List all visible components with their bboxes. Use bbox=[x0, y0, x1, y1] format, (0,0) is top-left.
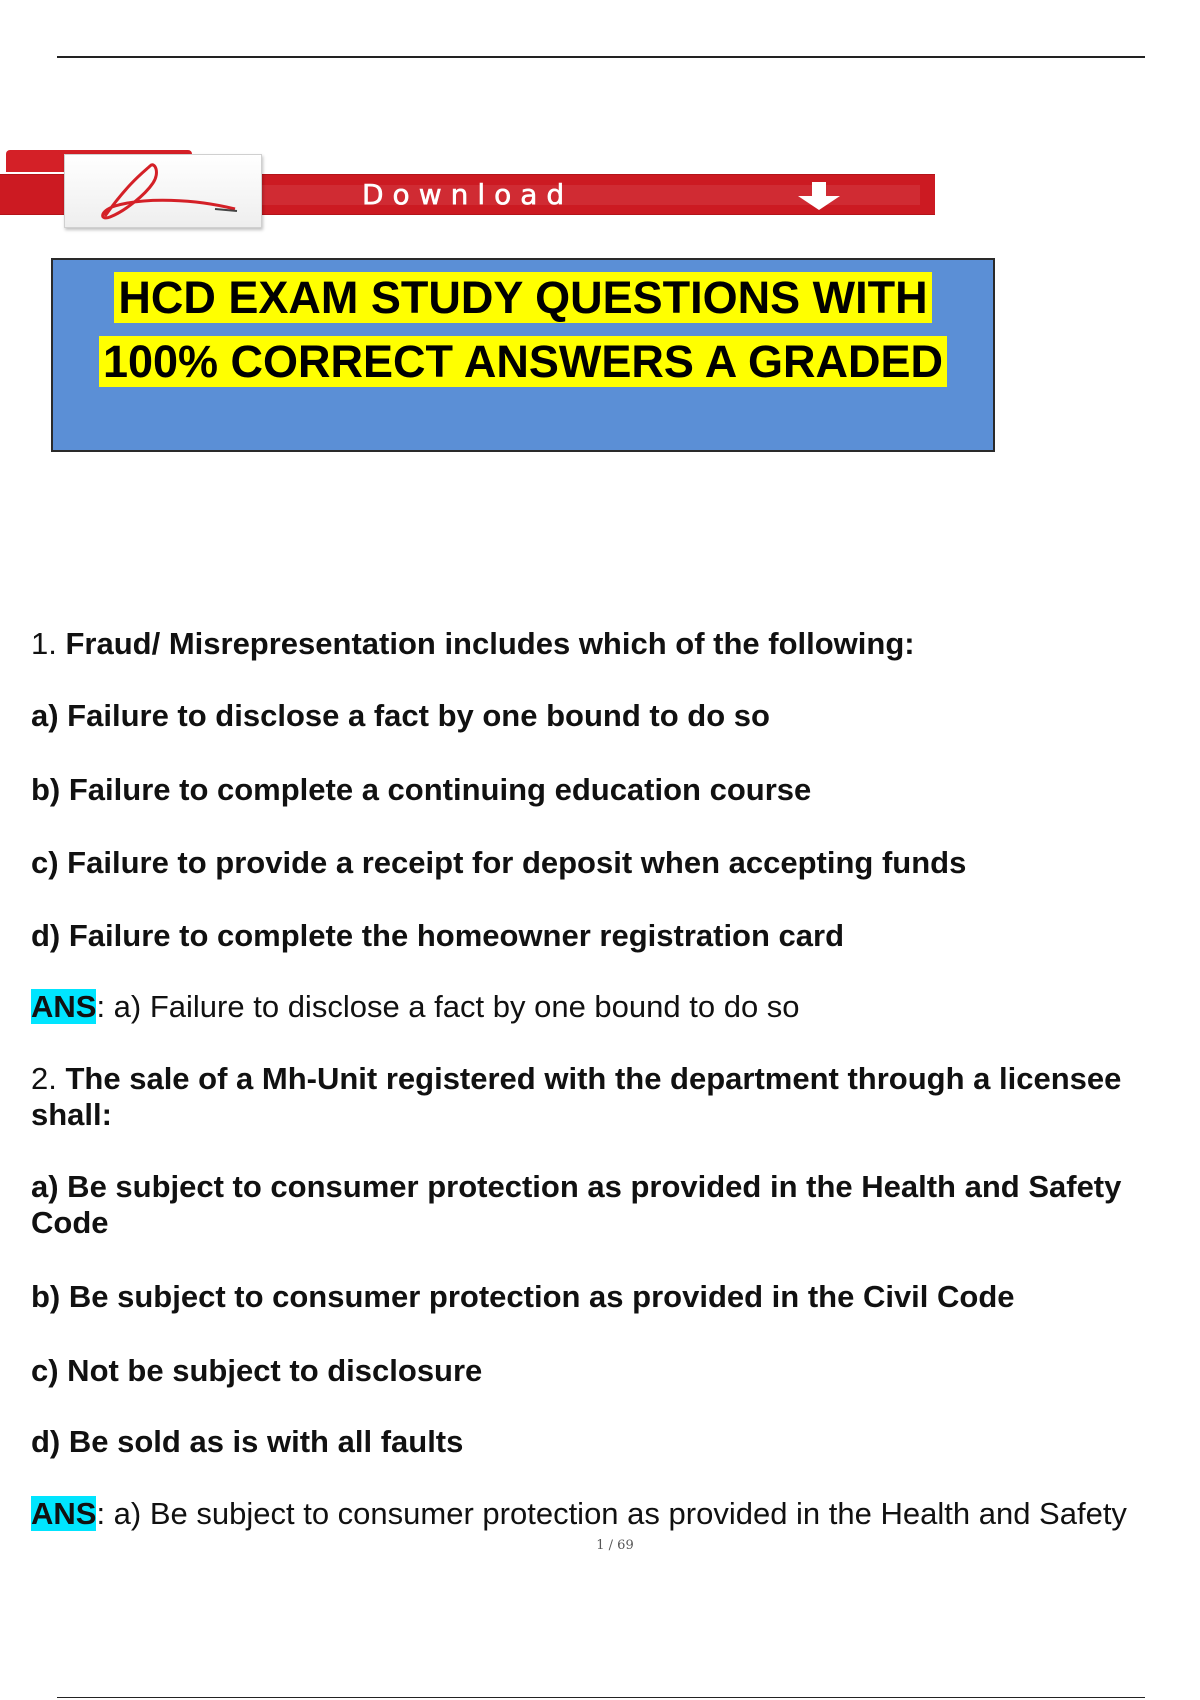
option-2b: b) Be subject to consumer protection as provided in the Civil Code bbox=[31, 1279, 1015, 1314]
title-line-2: 100% CORRECT ANSWERS A GRADED bbox=[99, 336, 947, 387]
answer-label: ANS bbox=[31, 1496, 97, 1531]
option-1c: c) Failure to provide a receipt for deposit when accepting funds bbox=[31, 845, 967, 880]
question-text: Fraud/ Misrepresentation includes which of the following: bbox=[65, 626, 915, 661]
question-number: 2. bbox=[31, 1061, 57, 1096]
pdf-download-banner[interactable] bbox=[0, 140, 935, 230]
document-title-box bbox=[51, 258, 995, 452]
download-label[interactable]: Download bbox=[362, 178, 574, 211]
title-line-1: HCD EXAM STUDY QUESTIONS WITH bbox=[114, 272, 931, 323]
option-2c: c) Not be subject to disclosure bbox=[31, 1353, 483, 1388]
question-2 bbox=[31, 1061, 1181, 1133]
answer-1 bbox=[31, 989, 1181, 1025]
answer-text: : a) Failure to disclose a fact by one bound to do so bbox=[96, 989, 800, 1024]
answer-label: ANS bbox=[31, 989, 97, 1024]
option-2d: d) Be sold as is with all faults bbox=[31, 1424, 464, 1459]
down-arrow-icon[interactable] bbox=[790, 182, 850, 212]
pdf-file-icon bbox=[64, 154, 262, 228]
question-number: 1. bbox=[31, 626, 57, 661]
question-text: The sale of a Mh-Unit registered with the department through a licensee shall: bbox=[31, 1061, 1122, 1132]
answer-2 bbox=[31, 1496, 1181, 1532]
option-2a: a) Be subject to consumer protection as provided in the Health and Safety Code bbox=[31, 1169, 1122, 1240]
option-1a: a) Failure to disclose a fact by one bound to do so bbox=[31, 698, 770, 733]
option-1d: d) Failure to complete the homeowner registration card bbox=[31, 918, 845, 953]
question-1 bbox=[31, 626, 1181, 662]
answer-text: : a) Be subject to consumer protection as provided in the Health and Safety bbox=[96, 1496, 1127, 1531]
page-number: 1 / 69 bbox=[596, 1538, 634, 1553]
option-1b: b) Failure to complete a continuing education course bbox=[31, 772, 812, 807]
top-rule bbox=[57, 56, 1145, 58]
bottom-rule bbox=[57, 1697, 1145, 1698]
